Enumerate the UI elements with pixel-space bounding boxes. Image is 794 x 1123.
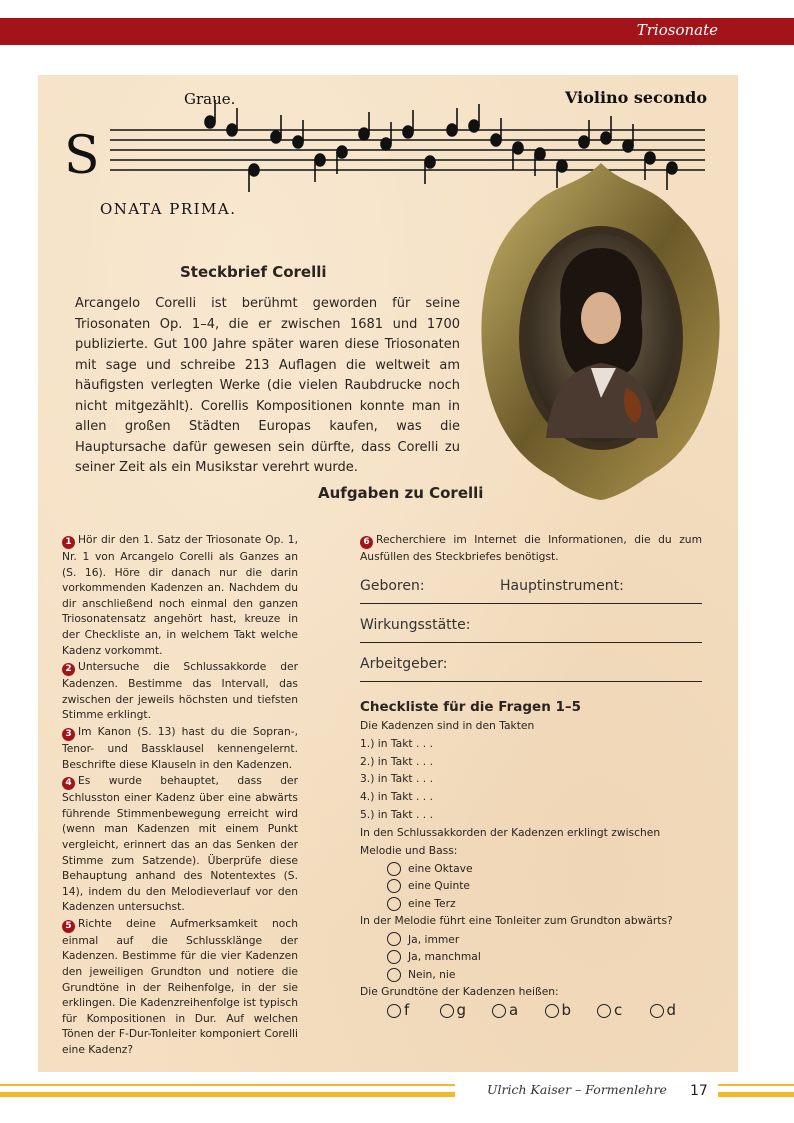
task-number-badge: 4 [62, 777, 75, 790]
takt-line: 4.) in Takt . . . [360, 789, 433, 803]
born-instrument-field[interactable] [360, 565, 702, 604]
root-option-f[interactable] [387, 1003, 440, 1019]
question-scale: In der Melodie führt eine Tonleiter zum Grundton abwärts? [360, 913, 673, 927]
root-option-c[interactable] [597, 1003, 650, 1019]
instrument-label: Hauptinstrument: [500, 577, 624, 594]
radio-circle-icon[interactable] [545, 1004, 559, 1018]
profile-title: Steckbrief Corelli [180, 263, 327, 281]
option-label: c [614, 1001, 623, 1020]
note-head [249, 164, 259, 176]
checklist-intro: Die Kadenzen sind in den Takten [360, 719, 535, 733]
task-2 [62, 659, 298, 723]
note-head [337, 146, 347, 158]
note-head [469, 120, 479, 132]
takt-line: 2.) in Takt . . . [360, 754, 433, 768]
checklist-title: Checkliste für die Fragen 1–5 [360, 698, 582, 715]
note-head [381, 138, 391, 150]
radio-circle-icon[interactable] [387, 950, 401, 964]
root-option-g[interactable] [440, 1003, 493, 1019]
option-label: g [456, 1001, 467, 1020]
note-head [425, 156, 435, 168]
footer-rule-right [718, 1084, 794, 1086]
task-5 [62, 916, 298, 1058]
radio-circle-icon[interactable] [492, 1004, 506, 1018]
option-always[interactable] [360, 930, 702, 948]
task-3 [62, 724, 298, 772]
task-4 [62, 773, 298, 915]
footer-author: Ulrich Kaiser – Formenlehre [487, 1082, 667, 1097]
task-number-badge: 3 [62, 728, 75, 741]
option-label: f [404, 1001, 410, 1020]
question-interval: In den Schlussakkorden der Kadenzen erklingt zwischen Melodie und Bass: [360, 826, 661, 858]
born-label: Geboren: [360, 577, 425, 594]
tempo-marking: Graue. [184, 90, 236, 108]
page-number: 17 [690, 1083, 708, 1099]
takt-line: 1.) in Takt . . . [360, 736, 433, 750]
note-head [227, 124, 237, 136]
note-head [601, 132, 611, 144]
employer-field[interactable] [360, 643, 702, 682]
task-6 [360, 532, 702, 565]
radio-circle-icon[interactable] [650, 1004, 664, 1018]
radio-circle-icon[interactable] [387, 968, 401, 982]
option-label: b [561, 1001, 572, 1020]
corelli-portrait-frame [476, 158, 726, 503]
note-head [205, 116, 215, 128]
task-number-badge: 2 [62, 663, 75, 676]
option-fifth[interactable] [360, 877, 702, 895]
radio-circle-icon[interactable] [387, 879, 401, 893]
note-head [403, 126, 413, 138]
note-head [447, 124, 457, 136]
task-text: Im Kanon (S. 13) hast du die Sopran-, Tenor- und Bassklausel kennengelernt. Beschrifte diese Klauseln in den Kadenzen. [62, 724, 298, 771]
task-text: Richte deine Aufmerksamkeit noch einmal auf die Schlussklänge der Kadenzen. Bestimme für die vier Kadenzen den jeweiligen Grundton und notiere die Grundtöne in der Reihenfolge, in der sie erklingen. Die Kadenzreihenfolge ist typisch für Kompositionen in Dur. Auf welchen Tönen der F-Dur-Tonleiter komponiert Corelli eine Kadenz? [62, 916, 298, 1057]
note-head [579, 136, 589, 148]
radio-circle-icon[interactable] [597, 1004, 611, 1018]
option-label: eine Terz [408, 897, 456, 911]
option-sometimes[interactable] [360, 948, 702, 966]
tasks-title: Aufgaben zu Corelli [318, 484, 484, 502]
note-head [315, 154, 325, 166]
option-third[interactable] [360, 895, 702, 913]
radio-circle-icon[interactable] [387, 897, 401, 911]
right-column [360, 532, 702, 1019]
task-number-badge: 1 [62, 536, 75, 549]
task-text: Untersuche die Schlussakkorde der Kadenzen. Bestimme das Intervall, das zwischen der jeweils höchsten und tiefsten Stimme erklingt. [62, 660, 298, 722]
option-octave[interactable] [360, 860, 702, 878]
workplace-label: Wirkungsstätte: [360, 616, 471, 633]
task-text: Es wurde behauptet, dass der Schlusston einer Kadenz über eine abwärts führende Stimmenbewegung erreicht wird (wenn man Kadenzen mit einem Punkt vergleicht, erinnert das an das Senken der Stimme zum Satzende). Überprüfe diese Behauptung anhand des Notentextes (S. 14), indem du den Melodieverlauf vor den Kadenzen untersuchst. [62, 774, 298, 914]
note-head [271, 131, 281, 143]
question-roots: Die Grundtöne der Kadenzen heißen: [360, 984, 559, 998]
chapter-title: Triosonate [636, 21, 718, 39]
takt-line: 5.) in Takt . . . [360, 807, 433, 821]
score-subtitle: ONATA PRIMA. [100, 200, 237, 218]
option-never[interactable] [360, 966, 702, 984]
radio-circle-icon[interactable] [440, 1004, 454, 1018]
option-label: a [509, 1001, 519, 1020]
note-head [293, 136, 303, 148]
option-label: Ja, manchmal [408, 950, 481, 964]
score-initial: S [64, 126, 100, 186]
header-bar [0, 18, 794, 45]
radio-circle-icon[interactable] [387, 1004, 401, 1018]
radio-circle-icon[interactable] [387, 932, 401, 946]
root-option-b[interactable] [545, 1003, 598, 1019]
note-head [513, 142, 523, 154]
profile-text: Arcangelo Corelli ist berühmt geworden für seine Triosonaten Op. 1–4, die er zwischen 1681 und 1700 publizierte. Gut 100 Jahre später waren diese Triosonaten mit sage und schreibe 213 Auflagen die weltweit am häufigsten verlegten Werke (die vielen Raubdrucke noch nicht mitgezählt). Corellis Kompositionen konnte man in allen großen Städten Europas kaufen, was die Hauptursache dafür gewesen sein dürfte, dass Corelli zu seiner Zeit als ein Musikstar verehrt wurde. [75, 296, 460, 475]
note-head [359, 128, 369, 140]
task-number-badge: 5 [62, 920, 75, 933]
task-text: Hör dir den 1. Satz der Triosonate Op. 1, Nr. 1 von Arcangelo Corelli als Ganzes an (S. 16). Höre dir danach nur die darin vorkommenden Kadenzen an. Nachdem du dir anschließend noch einmal den ganzen Triosonatensatz angehört hast, kreuze in der Checkliste an, in welchem Takt welche Kadenz vorkommt. [62, 533, 298, 657]
option-label: eine Quinte [408, 879, 470, 893]
employer-label: Arbeitgeber: [360, 655, 448, 672]
tasks-list [62, 532, 298, 1059]
takt-line: 3.) in Takt . . . [360, 772, 433, 786]
part-name: Violino secondo [565, 88, 708, 107]
footer-bar-right [718, 1092, 794, 1097]
workplace-field[interactable] [360, 604, 702, 643]
note-head [491, 134, 501, 146]
footer-rule-left [0, 1084, 455, 1090]
task-text: Recherchiere im Internet die Informationen, die du zum Ausfüllen des Steckbriefes benötigst. [360, 533, 702, 563]
task-1 [62, 532, 298, 658]
option-label: eine Oktave [408, 861, 473, 875]
option-label: d [666, 1001, 677, 1020]
option-label: Nein, nie [408, 967, 456, 981]
footer-bar-left [0, 1092, 455, 1097]
root-options [360, 1003, 702, 1019]
root-option-a[interactable] [492, 1003, 545, 1019]
note-head [623, 140, 633, 152]
radio-circle-icon[interactable] [387, 862, 401, 876]
task-number-badge: 6 [360, 536, 373, 549]
option-label: Ja, immer [408, 932, 460, 946]
root-option-d[interactable] [650, 1003, 703, 1019]
